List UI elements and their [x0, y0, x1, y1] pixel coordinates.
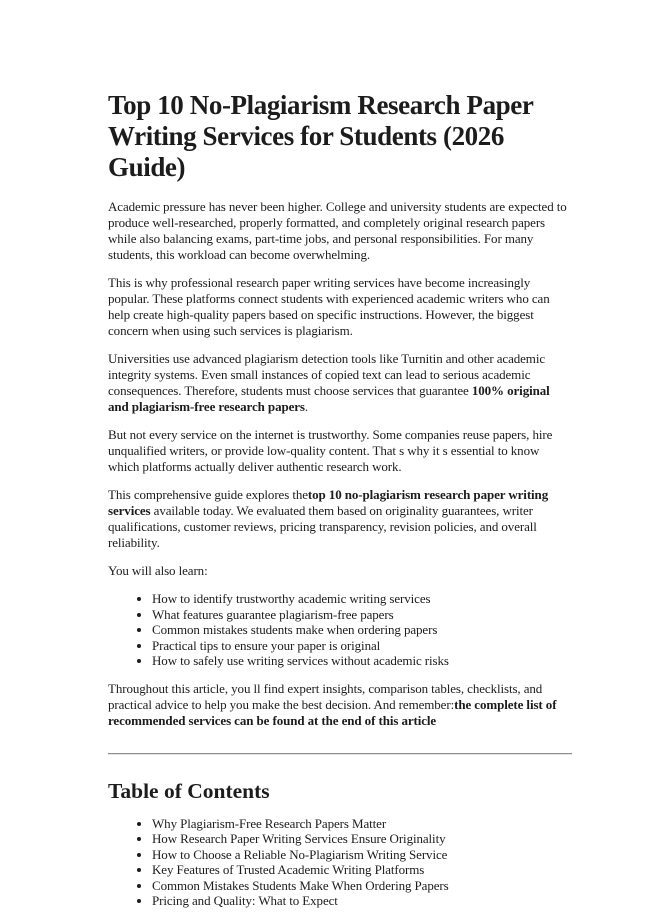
toc-item: • How to Choose a Reliable No-Plagiarism Writing Service: [152, 847, 572, 863]
intro-paragraph-3: Universities use advanced plagiarism detection tools like Turnitin and other academic integrity systems. Even small instances of copied text can lead to serious academic consequences. Therefore, students must choose services that guarantee 100% original and plagiarism-free research papers.: [108, 351, 550, 414]
toc-heading: Table of Contents: [108, 778, 270, 803]
intro-paragraph-4: But not every service on the internet is trustworthy. Some companies reuse papers, hire unqualified writers, or provide low-quality content. That s why it s essential to know which platforms actually deliver authentic research work.: [108, 427, 553, 474]
toc-item: • Pricing and Quality: What to Expect: [152, 893, 572, 909]
list-item: • How to safely use writing services without academic risks: [152, 653, 572, 669]
list-item: • What features guarantee plagiarism-free papers: [152, 607, 572, 623]
intro-paragraph-6: Throughout this article, you ll find expert insights, comparison tables, checklists, and practical advice to help you make the best decision. And remember:the complete list of recommended services can be found at the end of this article: [108, 680, 557, 728]
toc-item: • Common Mistakes Students Make When Ordering Papers: [152, 878, 572, 894]
toc-list: [108, 816, 572, 909]
intro-paragraph-1: Academic pressure has never been higher. College and university students are expected to produce well-researched, properly formatted, and completely original research papers while also balancing exams, part-time jobs, and personal responsibilities. For many students, this workload can become overwhelming.: [108, 199, 567, 262]
section-divider: [108, 753, 572, 755]
article-title: Top 10 No-Plagiarism Research Paper Writing Services for Students (2026 Guide): [108, 90, 533, 182]
toc-item: • Why Plagiarism-Free Research Papers Matter: [152, 816, 572, 832]
toc-item: • How Research Paper Writing Services Ensure Originality: [152, 831, 572, 847]
list-item: • Common mistakes students make when ordering papers: [152, 622, 572, 638]
list-item: • How to identify trustworthy academic writing services: [152, 591, 572, 607]
intro-paragraph-5: This comprehensive guide explores thetop 10 no-plagiarism research paper writing services available today. We evaluated them based on originality guarantees, writer qualifications, customer reviews, pricing transparency, revision policies, and overall reliability.: [108, 487, 549, 550]
learn-intro-line: You will also learn:: [108, 563, 208, 578]
toc-item: • Key Features of Trusted Academic Writing Platforms: [152, 862, 572, 878]
list-item: • Practical tips to ensure your paper is original: [152, 638, 572, 654]
learn-list: [108, 591, 572, 669]
intro-paragraph-2: This is why professional research paper writing services have become increasingly popular. These platforms connect students with experienced academic writers who can help create high-quality papers based on specific instructions. However, the biggest concern when using such services is plagiarism.: [108, 275, 550, 338]
